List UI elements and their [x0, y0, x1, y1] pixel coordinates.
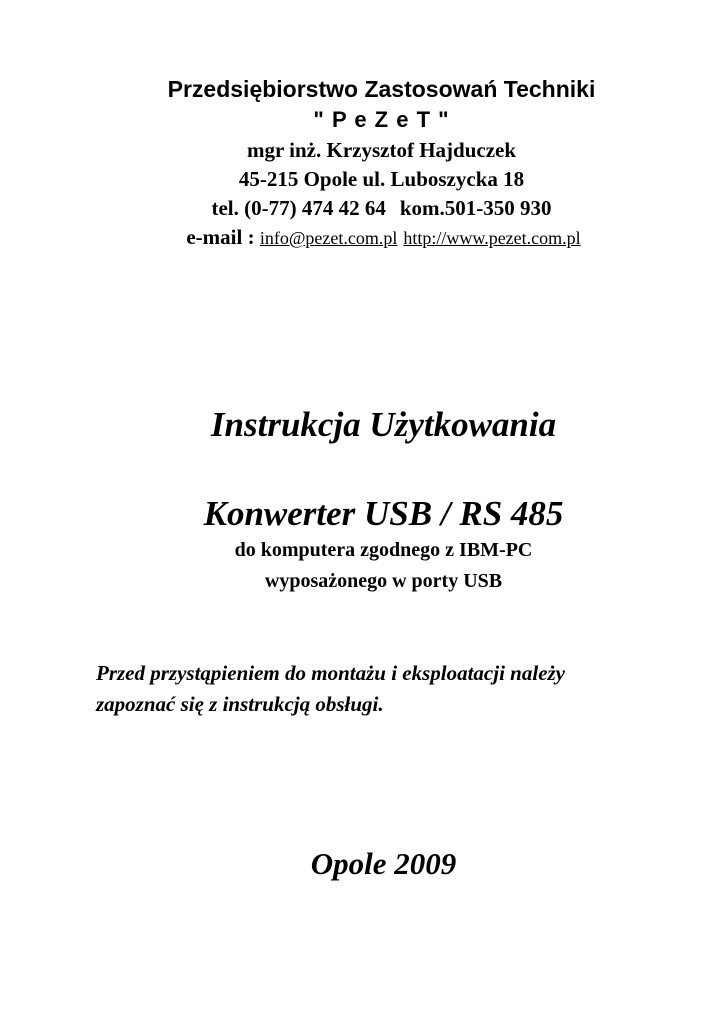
- product-description-line-2: wyposażonego w porty USB: [264, 570, 503, 592]
- email-label: e-mail :: [186, 225, 255, 249]
- owner-name: mgr inż. Krzysztof Hajduczek: [246, 138, 517, 162]
- company-address: 45-215 Opole ul. Luboszycka 18: [238, 167, 525, 191]
- product-description-line-1: do komputera zgodnego z IBM-PC: [234, 539, 533, 561]
- mobile-number: kom.501-350 930: [399, 196, 552, 220]
- website-link[interactable]: http://www.pezet.com.pl: [403, 228, 581, 248]
- company-short-name: " P e Z e T ": [313, 107, 450, 132]
- document-title: Instrukcja Użytkowania: [210, 405, 557, 444]
- company-name: Przedsiębiorstwo Zastosowań Techniki: [167, 76, 596, 102]
- notice-line-1: Przed przystąpieniem do montażu i eksploatacji należy: [96, 661, 566, 685]
- notice-line-2: zapoznać się z instrukcją obsługi.: [96, 692, 384, 716]
- phone-line: [20, 196, 723, 221]
- contact-line: [22, 225, 723, 250]
- place-and-year: Opole 2009: [310, 846, 457, 881]
- email-link[interactable]: info@pezet.com.pl: [259, 228, 398, 248]
- product-name: Konwerter USB / RS 485: [203, 494, 564, 533]
- phone-number: tel. (0-77) 474 42 64: [211, 196, 386, 220]
